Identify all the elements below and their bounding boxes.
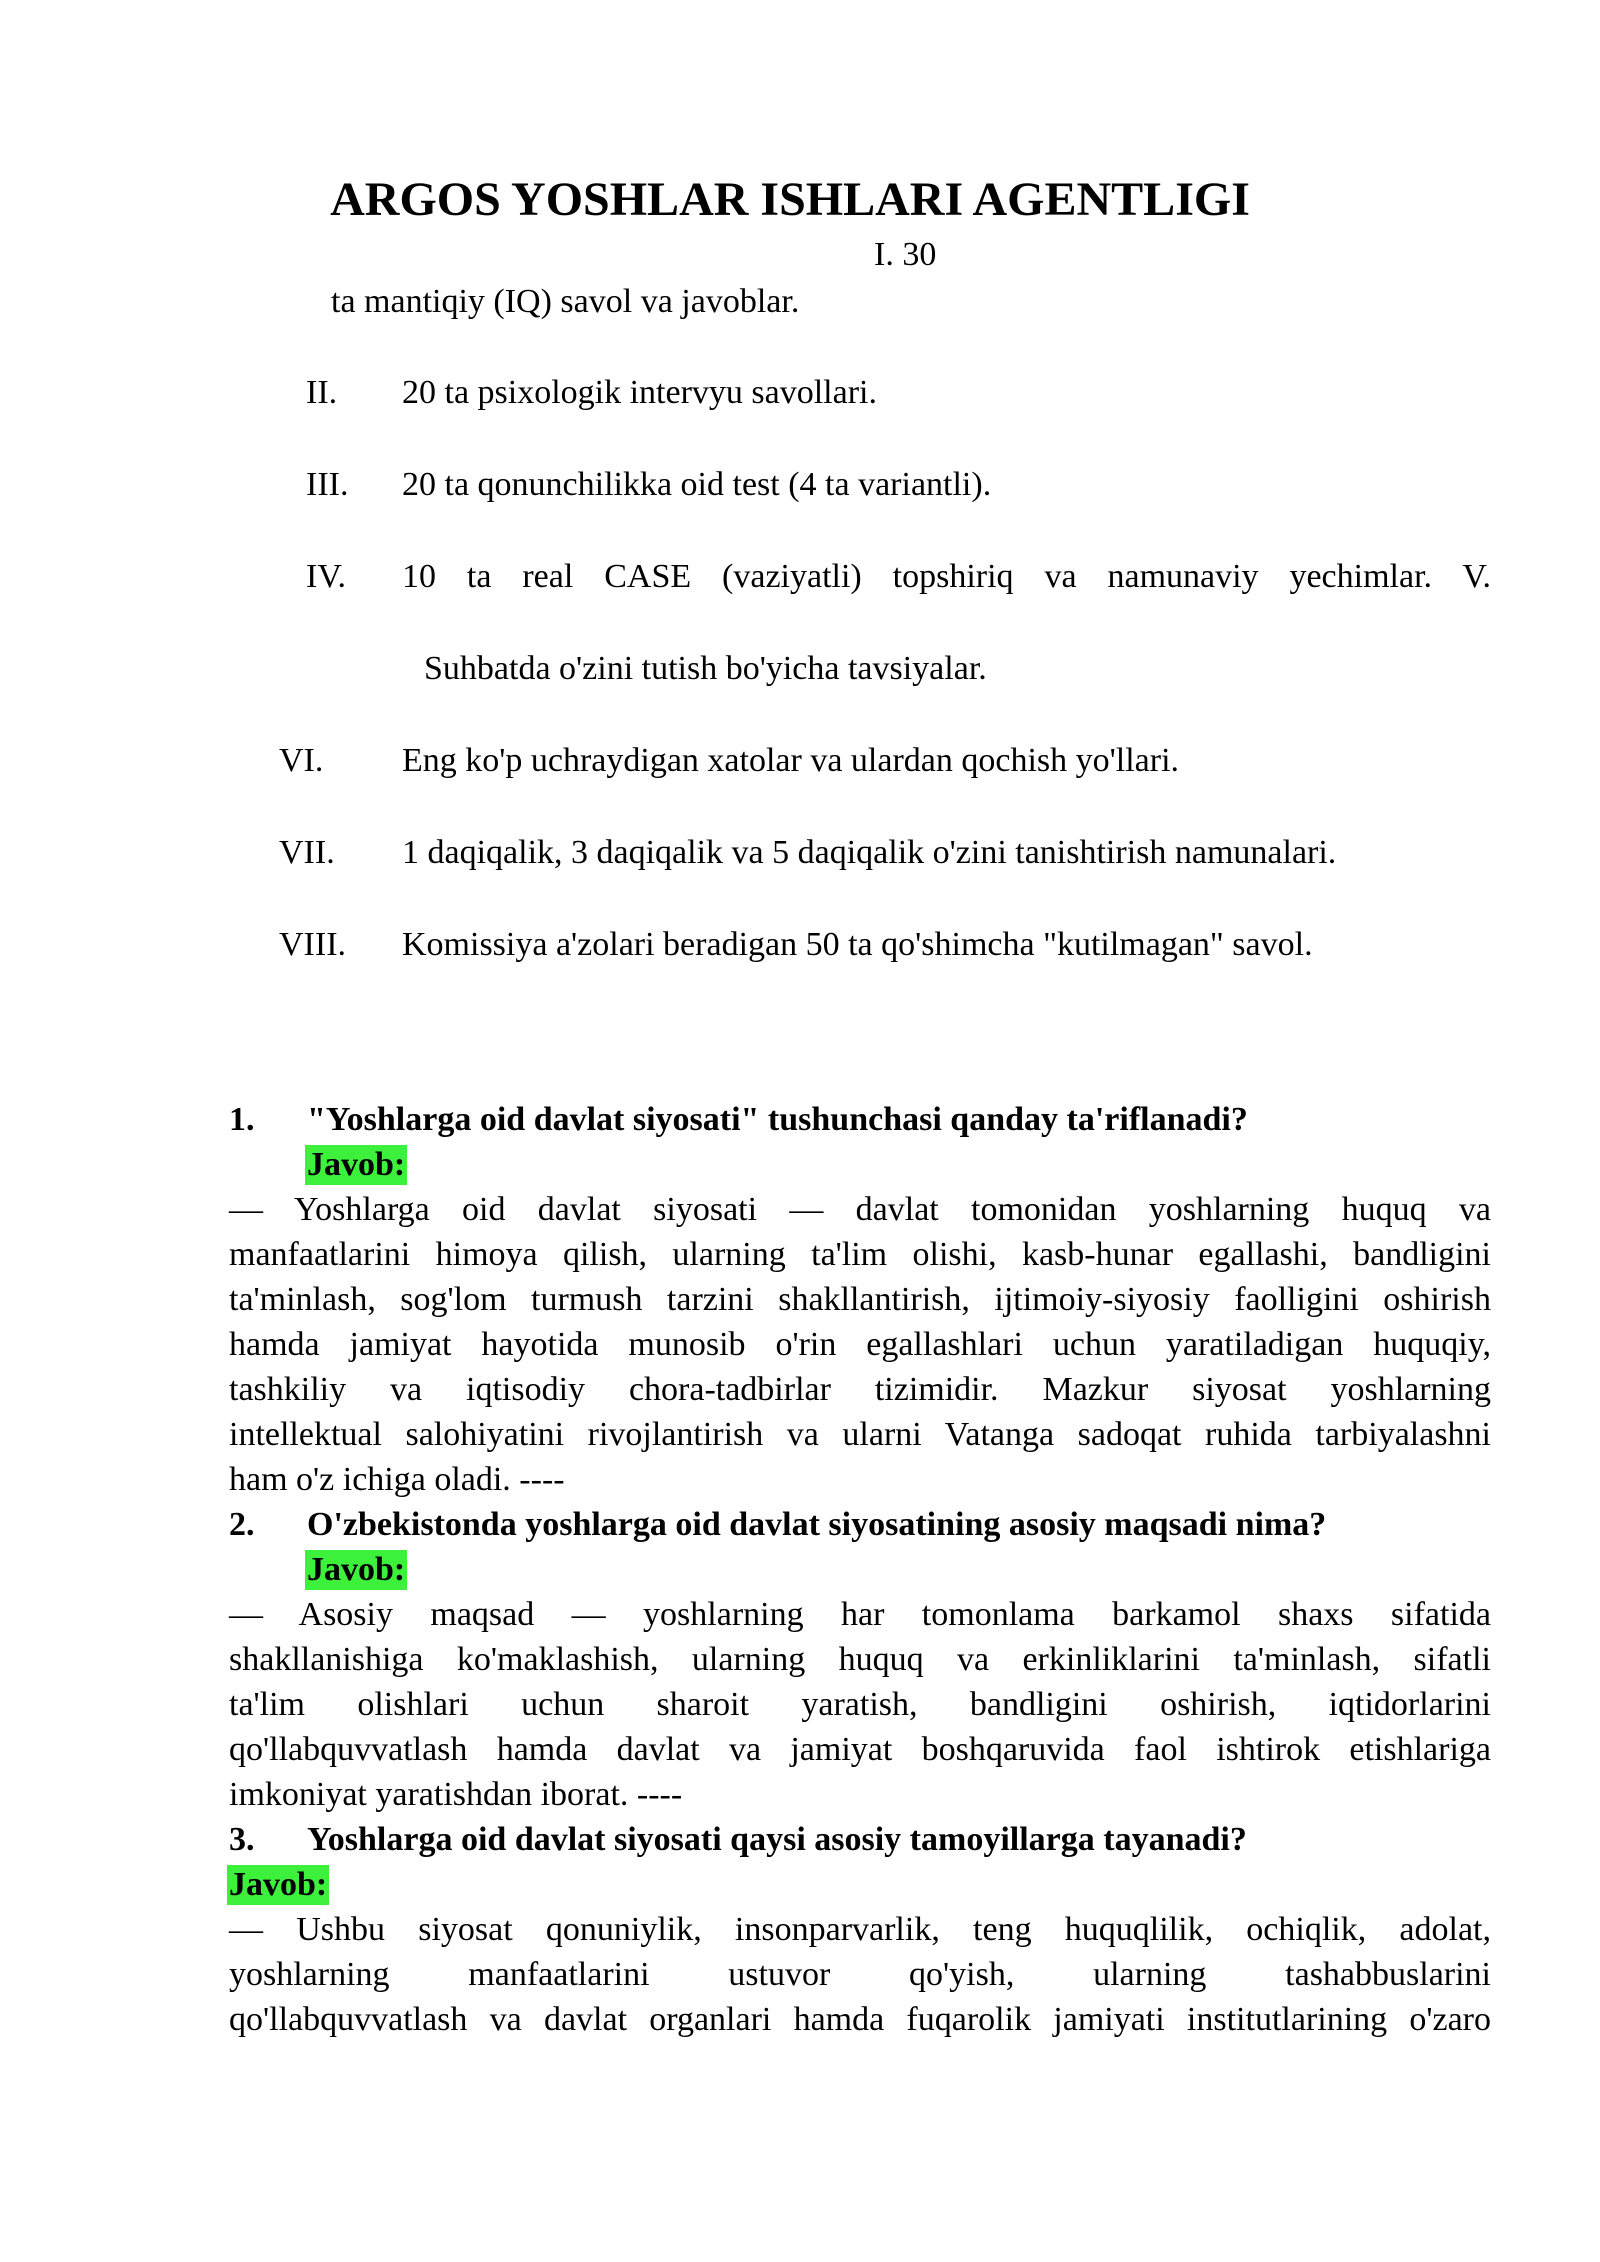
toc-item-6-numeral: VI. xyxy=(279,742,324,779)
question-1-text: "Yoshlarga oid davlat siyosati" tushunchasi qanday ta'riflanadi? xyxy=(307,1101,1248,1138)
toc-item-8-text: Komissiya a'zolari beradigan 50 ta qo'shimcha "kutilmagan" savol. xyxy=(402,926,1313,963)
question-1-answer-line: manfaatlarini himoya qilish, ularning ta'lim olishi, kasb-hunar egallashi, bandligini xyxy=(229,1236,1491,1273)
question-2-answer-line: imkoniyat yaratishdan iborat. ---- xyxy=(229,1776,683,1813)
question-2-text: O'zbekistonda yoshlarga oid davlat siyosatining asosiy maqsadi nima? xyxy=(307,1506,1327,1543)
document-title: ARGOS YOSHLAR ISHLARI AGENTLIGI xyxy=(330,173,1250,226)
question-3-answer-line: qo'llabquvvatlash va davlat organlari hamda fuqarolik jamiyati institutlarining o'zaro xyxy=(229,2001,1491,2038)
question-1-answer-label: Javob: xyxy=(307,1146,406,1183)
question-2-answer-line: shakllanishiga ko'maklashish, ularning huquq va erkinliklarini ta'minlash, sifatli xyxy=(229,1641,1491,1678)
question-1-answer-line: ta'minlash, sog'lom turmush tarzini shakllantirish, ijtimoiy-siyosiy faolligini oshirish xyxy=(229,1281,1491,1318)
question-1-answer-line: tashkiliy va iqtisodiy chora-tadbirlar tizimidir. Mazkur siyosat yoshlarning xyxy=(229,1371,1491,1408)
question-1-answer-line: hamda jamiyat hayotida munosib o'rin egallashlari uchun yaratiladigan huquqiy, xyxy=(229,1326,1491,1363)
question-1-answer-line: — Yoshlarga oid davlat siyosati — davlat tomonidan yoshlarning huquq va xyxy=(229,1191,1491,1228)
toc-item-2-text: 20 ta psixologik intervyu savollari. xyxy=(402,374,877,411)
toc-item-8-numeral: VIII. xyxy=(279,926,347,963)
question-3-answer-label: Javob: xyxy=(229,1866,328,1903)
toc-item-4-text: 10 ta real CASE (vaziyatli) topshiriq va namunaviy yechimlar. V. xyxy=(402,558,1491,595)
question-1-answer-line: ham o'z ichiga oladi. ---- xyxy=(229,1461,565,1498)
question-2-answer-line: — Asosiy maqsad — yoshlarning har tomonlama barkamol shaxs sifatida xyxy=(229,1596,1491,1633)
toc-item-6-text: Eng ko'p uchraydigan xatolar va ulardan qochish yo'llari. xyxy=(402,742,1180,779)
question-1-answer-line: intellektual salohiyatini rivojlantirish va ularni Vatanga sadoqat ruhida tarbiyalashni xyxy=(229,1416,1491,1453)
question-1-number: 1. xyxy=(229,1101,255,1138)
question-2-answer-label: Javob: xyxy=(307,1551,406,1588)
question-2-number: 2. xyxy=(229,1506,255,1543)
toc-item-5-text: Suhbatda o'zini tutish bo'yicha tavsiyalar. xyxy=(424,650,987,687)
question-3-text: Yoshlarga oid davlat siyosati qaysi asosiy tamoyillarga tayanadi? xyxy=(307,1821,1247,1858)
toc-item-1-text: ta mantiqiy (IQ) savol va javoblar. xyxy=(331,283,800,320)
question-3-number: 3. xyxy=(229,1821,255,1858)
toc-item-3-text: 20 ta qonunchilikka oid test (4 ta variantli). xyxy=(402,466,992,503)
toc-item-7-numeral: VII. xyxy=(279,834,335,871)
question-2-answer-line: qo'llabquvvatlash hamda davlat va jamiyat boshqaruvida faol ishtirok etishlariga xyxy=(229,1731,1491,1768)
toc-item-2-numeral: II. xyxy=(306,374,338,411)
question-3-answer-line: yoshlarning manfaatlarini ustuvor qo'yish, ularning tashabbuslarini xyxy=(229,1956,1491,1993)
question-3-answer-line: — Ushbu siyosat qonuniylik, insonparvarlik, teng huquqlilik, ochiqlik, adolat, xyxy=(229,1911,1491,1948)
toc-item-7-text: 1 daqiqalik, 3 daqiqalik va 5 daqiqalik o'zini tanishtirish namunalari. xyxy=(402,834,1337,871)
toc-item-4-numeral: IV. xyxy=(306,558,346,595)
toc-item-1-numeral: I. 30 xyxy=(874,236,937,273)
toc-item-3-numeral: III. xyxy=(306,466,349,503)
question-2-answer-line: ta'lim olishlari uchun sharoit yaratish, bandligini oshirish, iqtidorlarini xyxy=(229,1686,1491,1723)
